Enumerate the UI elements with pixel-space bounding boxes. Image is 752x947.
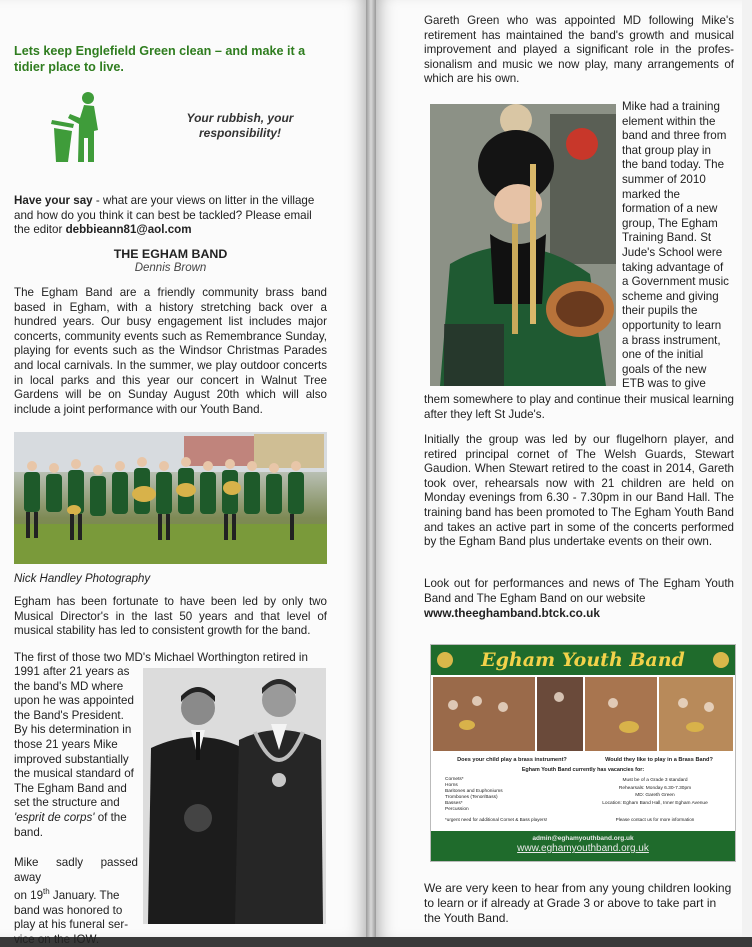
next-page-edge (742, 0, 752, 937)
poster-detail: Rehearsals: Monday 6.30-7.30pm (618, 785, 692, 791)
training-line: summer of 2010 (622, 172, 706, 186)
worthington-line (14, 811, 138, 826)
poster-detail: Location: Egham Band Hall, Inner Egham Avenue (602, 800, 708, 806)
trombone-player-photo (430, 104, 616, 386)
funeral-line (14, 885, 138, 903)
two-men-illustration (143, 668, 326, 924)
gaudion-paragraph: Initially the group was led by our flugelhorn player, and retired principal cornet of The Welsh Guards, Stewart Gaudion. When Stewart retired to the coast in 2014, Gareth took over, rehearsals now with 21 children are held on Monday evenings from 6.30 - 7.30pm in our Band Hall. The training band has been promoted to The Egham Youth Band and takes an active part in some of the concerts performed by the Egham Band plus undertake events on their own. (424, 433, 734, 549)
band-intro-paragraph: The Egham Band are a friendly community brass band based in Egham, with a history stretching back over a hundred years. Our busy engagement list includes major concerts, community events such as Remembrance Sunday, playing for events such as the Windsor Christmas Parades and local carnivals. In the summer, we play outdoor concerts in local parks and this year our concert in Walnut Tree Gardens will be on Sunday August 20th which will also include a joint performance with our Youth Band. (14, 286, 327, 416)
funeral-paragraph (14, 856, 138, 947)
page-gutter (366, 0, 376, 937)
funeral-line: Mike sadly passed away (14, 856, 138, 884)
training-line: ETB was to give (622, 377, 706, 391)
recycle-bin-icon (48, 90, 110, 166)
funeral-line: band was honored to (14, 903, 123, 917)
funeral-date: on 19 (14, 889, 44, 903)
worthington-photo (143, 668, 326, 924)
training-line: scheme and giving (622, 289, 719, 303)
training-line: Training Band. St (622, 231, 712, 245)
training-line: a brass instrument, (622, 333, 721, 347)
poster-vacancies: Egham Youth Band currently has vacancies for: (521, 767, 645, 773)
have-your-say-text: - what are your views on litter in the village and how do you think it can best be tackled? Please email the editor (14, 194, 315, 237)
youth-band-appeal: We are very keen to hear from any young children looking to learn or if already at Grade 3 or above to take part in the Youth Band. (424, 881, 732, 925)
poster-instrument: Basses* (445, 801, 463, 806)
poster-question-2: Would they like to play in a Brass Band? (605, 757, 713, 763)
editor-email: debbieann81@aol.com (65, 223, 192, 237)
photo-caption: Nick Handley Photography (14, 573, 151, 585)
band-group-illustration (14, 432, 327, 564)
band-crest-icon (713, 652, 729, 668)
worthington-line: set the structure and (14, 796, 120, 810)
have-your-say-lead: Have your say (14, 194, 93, 207)
training-line: one of the initial (622, 348, 704, 362)
worthington-line: those 21 years Mike (14, 737, 118, 751)
worthington-line: the musical standard of (14, 767, 134, 781)
worthington-line: upon he was appointed (14, 694, 134, 708)
poster-detail: Must be of a Grade 3 standard (622, 778, 688, 783)
training-band-wrap (622, 100, 734, 392)
poster-instrument: Percussion (445, 807, 469, 812)
poster-instruments (445, 777, 565, 813)
slogan-line-1: Your rubbish, your (186, 111, 294, 125)
worthington-line: The Egham Band and (14, 781, 127, 795)
poster-question-1: Does your child play a brass instrument? (457, 757, 567, 763)
left-page (0, 0, 366, 946)
worthington-first-line: The first of those two MD's Michael Worthington retired in (14, 651, 308, 664)
training-line: group, The Egham (622, 216, 718, 230)
poster-contact: Please contact us for more information (615, 817, 695, 822)
poster-banner (431, 645, 735, 675)
training-line: taking advantage of (622, 260, 724, 274)
training-line: Jude's School were (622, 245, 723, 259)
slogan (140, 111, 340, 141)
training-line: Mike had a training (622, 100, 720, 113)
of-the: of the (94, 810, 127, 824)
slogan-line-2: responsibility! (198, 126, 281, 140)
worthington-line: the Band's President. (14, 708, 124, 722)
worthington-line: the band's MD where (14, 679, 124, 693)
worthington-line: improved substantially (14, 752, 129, 766)
poster-detail: MD: Gareth Green (635, 793, 675, 798)
esprit-de-corps: 'esprit de corps' (14, 810, 95, 824)
poster-urgent: *urgent need for additional Cornet & Bass players! (445, 817, 548, 822)
poster-web: www.eghamyouthband.org.uk (517, 843, 649, 854)
musical-directors-paragraph: Egham has been fortunate to have been led by only two Musical Director's in the last 50 years and that level of musical stability has led to consistent growth for the band. (14, 595, 327, 638)
gareth-intro-paragraph: Gareth Green who was appointed MD following Mike's retirement has maintained the band's growth and musical improvement and played a significant role in the profes-sionalism and music we now play, many arrangements of which are his own. (424, 14, 734, 86)
website-paragraph: Look out for performances and news of The Egham Youth Band and The Egham Band on our website (424, 577, 734, 605)
training-line: goals of the new (622, 362, 707, 376)
poster-instrument: Horns (445, 783, 458, 788)
poster-instrument: Baritones and Euphoniums (445, 789, 503, 794)
training-line: band and three from (622, 129, 727, 143)
training-band-tail: them somewhere to play and continue their musical learning after they left St Jude's. (424, 393, 734, 421)
right-page (376, 0, 752, 937)
funeral-line: vice on the IOW. (14, 932, 100, 946)
training-line: opportunity to learn (622, 318, 722, 332)
training-line: that group play in (622, 143, 711, 157)
worthington-line: By his determination in (14, 723, 132, 737)
poster-instrument: Cornets* (445, 777, 464, 782)
training-line: formation of a new (622, 202, 718, 216)
band-crest-icon (437, 652, 453, 668)
band-group-photo (14, 432, 327, 564)
trombone-player-illustration (430, 104, 616, 386)
poster-footer (431, 831, 735, 861)
article-byline: Dennis Brown (134, 262, 207, 274)
worthington-line: band. (14, 825, 44, 839)
website-link[interactable]: www.theeghamband.btck.co.uk (424, 606, 600, 620)
have-your-say (14, 194, 327, 238)
training-line: marked the (622, 187, 680, 201)
training-line: a Government music (622, 275, 729, 289)
poster-instrument: Trombones (Tenor/Bass) (445, 795, 498, 800)
funeral-month: January. The (49, 889, 120, 903)
poster-photo-strip (433, 677, 733, 751)
poster-email: admin@eghamyouthband.org.uk (532, 835, 634, 842)
training-line: their pupils the (622, 304, 698, 318)
youth-band-poster (430, 644, 736, 862)
poster-title: Egham Youth Band (481, 649, 685, 671)
training-line: element within the (622, 114, 716, 128)
worthington-paragraph (14, 665, 138, 840)
funeral-line: play at his funeral ser- (14, 918, 129, 932)
poster-details (581, 777, 729, 807)
worthington-line: 1991 after 21 years as (14, 665, 130, 678)
training-line: the band today. The (622, 158, 725, 172)
ordinal-suffix: th (43, 887, 50, 897)
litter-heading: Lets keep Englefield Green clean – and make it a tidier place to live. (14, 43, 306, 74)
article-title: THE EGHAM BAND (113, 247, 228, 261)
